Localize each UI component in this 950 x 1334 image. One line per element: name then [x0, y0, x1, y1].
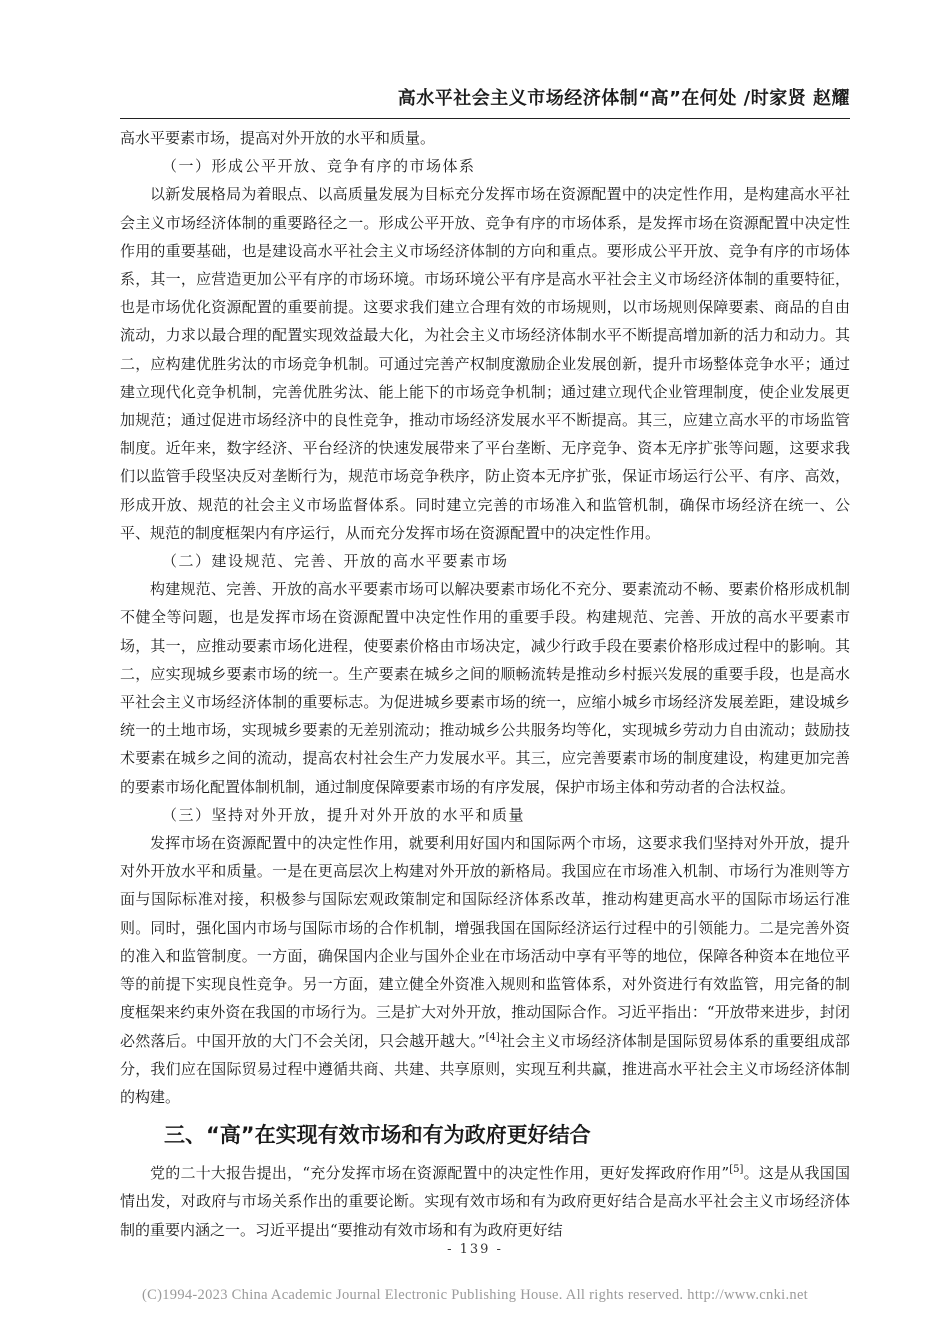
citation-ref-4[interactable]: [4] — [485, 1031, 500, 1043]
gov-market-text-a: 党的二十大报告提出，“充分发挥市场在资源配置中的决定性作用，更好发挥政府作用” — [150, 1164, 730, 1183]
citation-ref-5[interactable]: [5] — [729, 1164, 744, 1176]
paragraph-continuation: 高水平要素市场，提高对外开放的水平和质量。 — [120, 129, 436, 147]
paragraph-market-system: 以新发展格局为着眼点、以高质量发展为目标充分发挥市场在资源配置中的决定性作用，是构建高水平社会主义市场经济体制的重要路径之一。形成公平开放、竞争有序的市场体系，是发挥市场在资源配置中决定性作用的重要基础，也是建设高水平社会主义市场经济体制的方向和重点。要形成公平开放、竞争有序的市场体系，其一，应营造更加公平有序的市场环境。市场环境公平有序是高水平社会主义市场经济体制的重要特征，也是市场优化资源配置的重要前提。这要求我们建立合理有效的市场规则，以市场规则保障要素、商品的自由流动，力求以最合理的配置实现效益最大化，为社会主义市场经济体制水平不断提高增加新的活力和动力。其二，应构建优胜劣汰的市场竞争机制。可通过完善产权制度激励企业发展创新，提升市场整体竞争水平；通过建立现代化竞争机制，完善优胜劣汰、能上能下的市场竞争机制；通过建立现代企业管理制度，使企业发展更加规范；通过促进市场经济中的良性竞争，推动市场经济发展水平不断提高。其三，应建立高水平的市场监管制度。近年来，数字经济、平台经济的快速发展带来了平台垄断、无序竞争、资本无序扩张等问题，这要求我们以监管手段坚决反对垄断行为，规范市场竞争秩序，防止资本无序扩张，保证市场运行公平、有序、高效，形成开放、规范的社会主义市场监督体系。同时建立完善的市场准入和监管机制，确保市场经济在统一、公平、规范的制度框架内有序运行，从而充分发挥市场在资源配置中的决定性作用。 — [120, 185, 850, 542]
paragraph-government-market — [120, 1159, 850, 1244]
gov-market-text-b: 。这是从我国国情出发，对政府与市场关系作出的重要论断。实现有效市场和有为政府更好结合是高水平社会主义市场经济体制的重要内涵之一。习近平提出“要推动有效市场和有为政府更好结 — [120, 1164, 850, 1239]
opening-up-text-a: 发挥市场在资源配置中的决定性作用，就要利用好国内和国际两个市场，这要求我们坚持对外开放，提升对外开放水平和质量。一是在更高层次上构建对外开放的新格局。我国应在市场准入机制、市场行为准则等方面与国际标准对接，积极参与国际宏观政策制定和国际经济体系改革，推动构建更高水平的国际市场运行准则。同时，强化国内市场与国际市场的合作机制，增强我国在国际经济运行过程中的引领能力。二是完善外资的准入和监管制度。一方面，确保国内企业与国外企业在市场活动中享有平等的地位，保障各种资本在地位平等的前提下实现良性竞争。另一方面，建立健全外资准入规则和监管体系，对外资进行有效监管，用完备的制度框架来约束外资在我国的市场行为。三是扩大对外开放，推动国际合作。习近平指出：“开放带来进步，封闭必然落后。中国开放的大门不会关闭，只会越开越大。” — [120, 834, 850, 1050]
section-heading-3: （三）坚持对外开放，提升对外开放的水平和质量 — [162, 805, 526, 824]
section-heading-2: （二）建设规范、完善、开放的高水平要素市场 — [162, 552, 509, 571]
opening-up-text-b: 社会主义市场经济体制是国际贸易体系的重要组成部分，我们应在国际贸易过程中遵循共商、共建、共享原则，实现互利共赢，推进高水平社会主义市场经济体制的构建。 — [120, 1031, 850, 1106]
article-body — [120, 124, 850, 1244]
paragraph-factor-market: 构建规范、完善、开放的高水平要素市场可以解决要素市场化不充分、要素流动不畅、要素价格形成机制不健全等问题，也是发挥市场在资源配置中决定性作用的重要手段。构建规范、完善、开放的高水平要素市场，其一，应推动要素市场化进程，使要素价格由市场决定，减少行政手段在要素价格形成过程中的影响。其二，应实现城乡要素市场的统一。生产要素在城乡之间的顺畅流转是推动乡村振兴发展的重要手段，也是高水平社会主义市场经济体制的重要标志。为促进城乡要素市场的统一，应缩小城乡市场经济发展差距，建设城乡统一的土地市场，实现城乡要素的无差别流动；推动城乡公共服务均等化，实现城乡劳动力自由流动；鼓励技术要素在城乡之间的流动，提高农村社会生产力发展水平。其三，应完善要素市场的制度建设，构建更加完善的要素市场化配置体制机制，通过制度保障要素市场的有序发展，保护市场主体和劳动者的合法权益。 — [120, 580, 850, 796]
paragraph-opening-up — [120, 829, 850, 1111]
section-heading-1: （一）形成公平开放、竞争有序的市场体系 — [162, 157, 476, 176]
running-header: 高水平社会主义市场经济体制“高”在何处 /时家贤 赵耀 — [120, 84, 850, 119]
chapter-heading-3: 三、“高”在实现有效市场和有为政府更好结合 — [164, 1123, 591, 1148]
copyright-notice: (C)1994-2023 China Academic Journal Electronic Publishing House. All rights reserved. http://www.cnki.net — [141, 1287, 809, 1303]
page-number: - 139 - — [447, 1242, 503, 1257]
